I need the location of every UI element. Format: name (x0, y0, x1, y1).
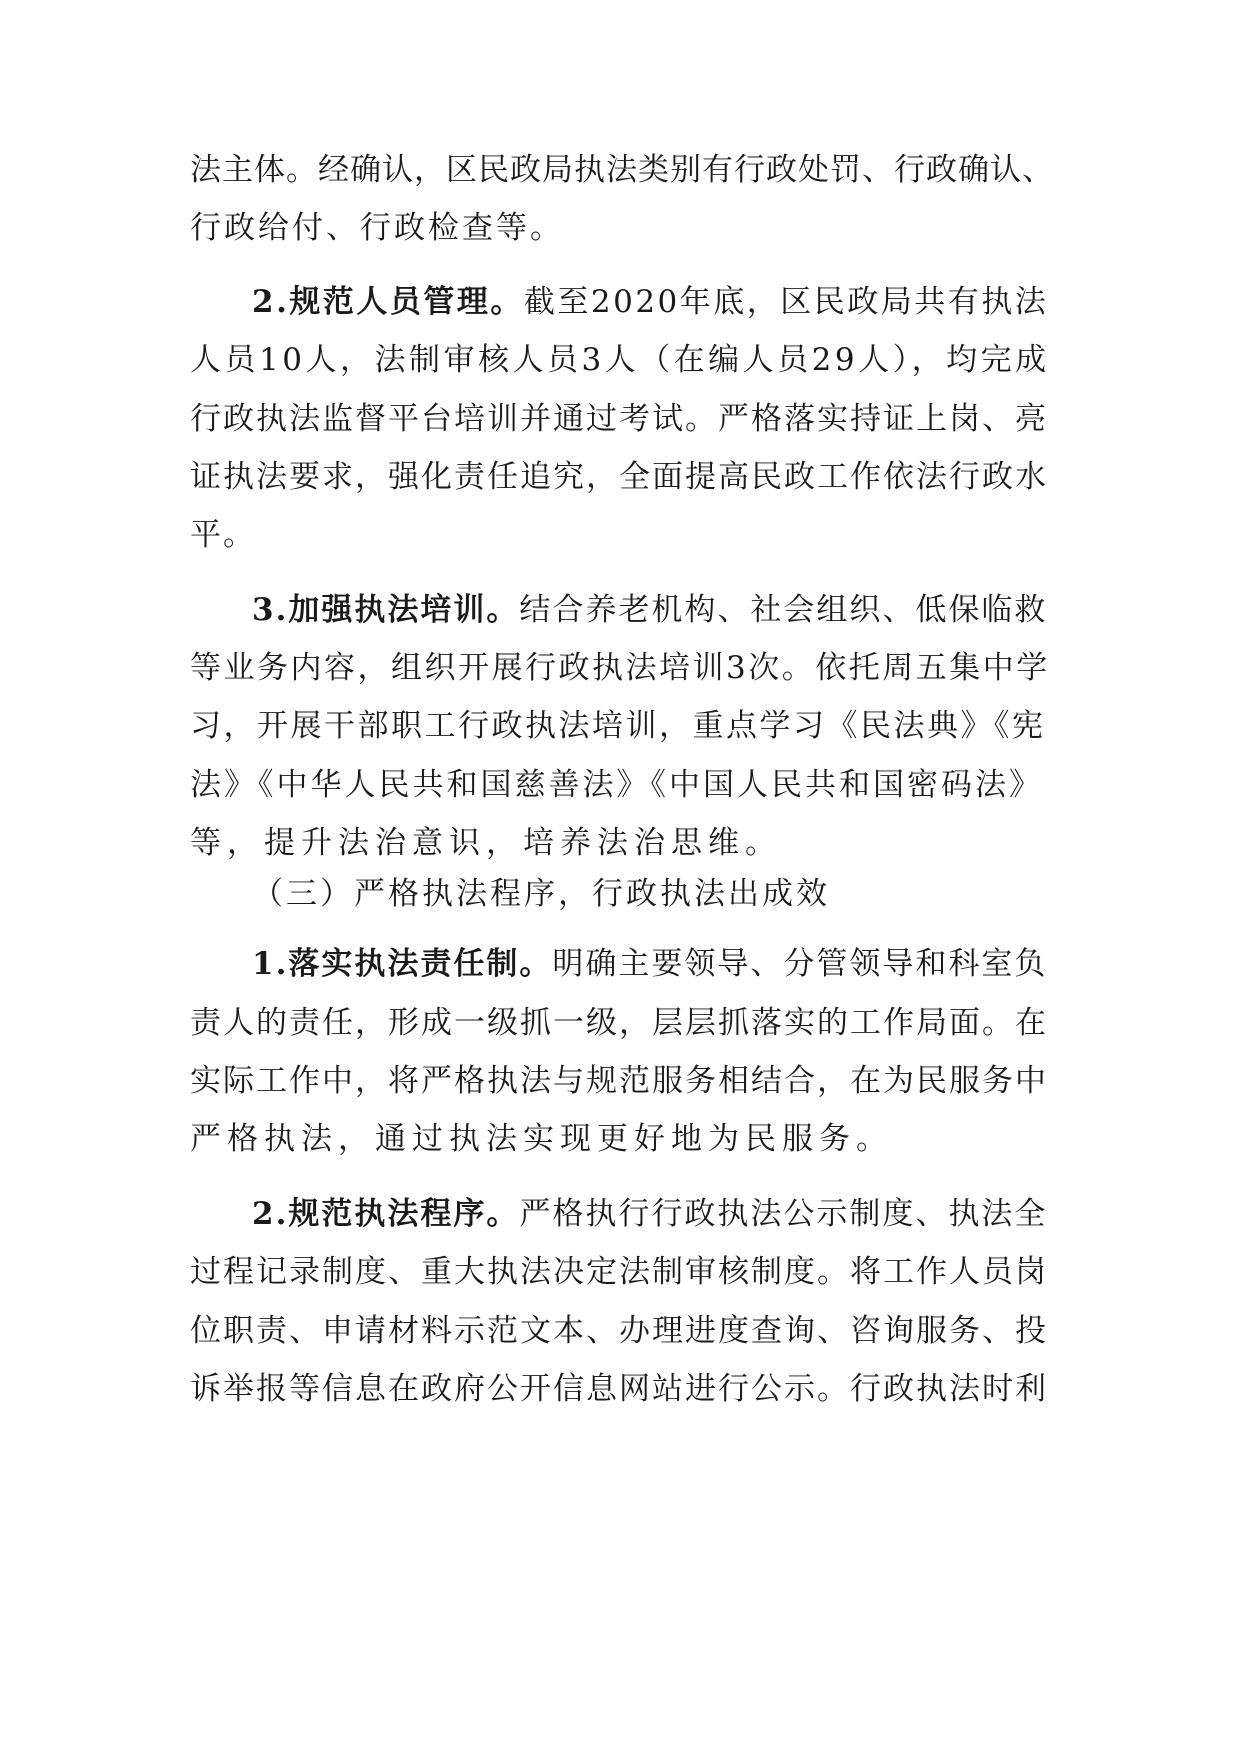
text-line: 责人的责任，形成一级抓一级，层层抓落实的工作局面。在 (190, 1005, 1048, 1041)
text-line: 诉举报等信息在政府公开信息网站进行公示。行政执法时利 (190, 1371, 1048, 1407)
text-line: 过程记录制度、重大执法决定法制审核制度。将工作人员岗 (190, 1254, 1048, 1290)
text-line: 位职责、申请材料示范文本、办理进度查询、咨询服务、投 (190, 1313, 1048, 1349)
text-run: 严格执行行政执法公示制度、执法全 (519, 1196, 1048, 1232)
text-line: 等，提升法治意识，培养法治思维。 (190, 825, 782, 861)
text-run: 明确主要领导、分管领导和科室负 (552, 946, 1048, 982)
paragraph-first-line (252, 590, 1047, 630)
paragraph-heading: 2.规范人员管理。 (252, 284, 524, 320)
paragraph-first-line (252, 944, 1047, 984)
text-line: 严格执法，通过执法实现更好地为民服务。 (190, 1121, 893, 1157)
paragraph-first-line (252, 282, 1048, 322)
text-line: 行政给付、行政检查等。 (190, 210, 564, 246)
text-line: 实际工作中，将严格执法与规范服务相结合，在为民服务中 (190, 1063, 1048, 1099)
paragraph-heading: 3.加强执法培训。 (252, 592, 520, 628)
text-line: 证执法要求，强化责任追究，全面提高民政工作依法行政水 (190, 459, 1048, 495)
text-line: 平。 (190, 517, 256, 553)
text-line: 等业务内容，组织开展行政执法培训3次。依托周五集中学 (190, 650, 1050, 686)
paragraph-heading: 2.规范执法程序。 (252, 1196, 520, 1232)
paragraph-heading: 1.落实执法责任制。 (252, 946, 553, 982)
text-line: 行政执法监督平台培训并通过考试。严格落实持证上岗、亮 (190, 401, 1048, 437)
text-line: 习，开展干部职工行政执法培训，重点学习《民法典》《宪 (190, 708, 1046, 744)
text-line: 法》《中华人民共和国慈善法》《中国人民共和国密码法》 (190, 767, 1043, 803)
text-line: 人员10人，法制审核人员3人（在编人员29人），均完成 (190, 342, 1050, 378)
paragraph-first-line (252, 1194, 1047, 1234)
text-line: 法主体。经确认，区民政局执法类别有行政处罚、行政确认、 (190, 152, 1054, 188)
section-heading: （三）严格执法程序，行政执法出成效 (252, 876, 830, 912)
text-run: 截至2020年底，区民政局共有执法 (523, 284, 1049, 320)
text-run: 结合养老机构、社会组织、低保临救 (519, 592, 1048, 628)
